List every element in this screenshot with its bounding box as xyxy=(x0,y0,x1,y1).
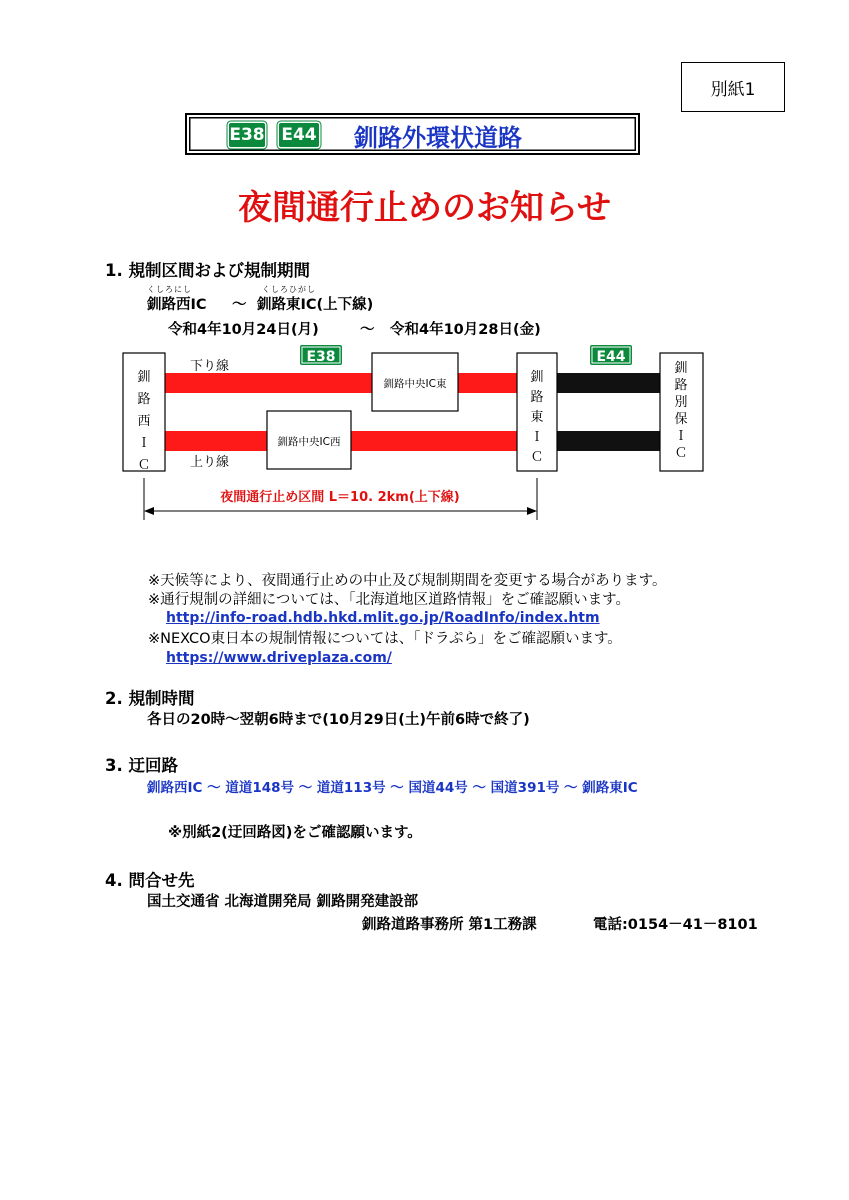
road-info-link[interactable]: http://info-road.hdb.hkd.mlit.go.jp/RoadInfo/index.htm xyxy=(166,610,600,626)
attachment-label: 別紙1 xyxy=(710,79,756,100)
contact-tel: 電話:0154－41－8101 xyxy=(593,917,758,933)
to-ic: 釧路東IC(上下線) xyxy=(257,297,374,313)
ruby-kushirohigashi: くしろひがし xyxy=(262,285,316,294)
from-ic: 釧路西IC xyxy=(147,297,207,313)
east-ic-label: 釧路東ＩＣ xyxy=(530,370,544,465)
dimension-arrow-right xyxy=(527,507,537,515)
downline-label: 下り線 xyxy=(190,359,230,374)
section4-heading: 4. 問合せ先 xyxy=(105,871,195,890)
central-east-label: 釧路中央IC東 xyxy=(383,378,447,390)
upline-e44-lane xyxy=(557,431,660,451)
detour-note: ※別紙2(迂回路図)をご確認願います。 xyxy=(168,825,422,841)
west-ic-label: 釧路西ＩＣ xyxy=(137,370,151,473)
central-west-label: 釧路中央IC西 xyxy=(277,436,341,448)
section1-heading: 1. 規制区間および規制期間 xyxy=(105,261,310,280)
section3-heading: 3. 迂回路 xyxy=(105,756,178,775)
link1-wrap xyxy=(166,607,600,626)
regulation-time: 各日の20時～翌朝6時まで(10月29日(土)午前6時で終了) xyxy=(147,712,530,728)
period-start: 令和4年10月24日(月) xyxy=(168,322,319,338)
dimension-arrow-left xyxy=(144,507,154,515)
note-road-info: ※通行規制の詳細については、「北海道地区道路情報」をご確認願います。 xyxy=(148,592,630,608)
ruby-kushironishi: くしろにし xyxy=(147,285,192,294)
contact-org: 国土交通省 北海道開発局 釧路開発建設部 xyxy=(147,894,419,910)
diagram-e44-text: E44 xyxy=(596,349,626,365)
section2-heading: 2. 規制時間 xyxy=(105,689,195,708)
road-name: 釧路外環状道路 xyxy=(354,124,522,152)
period-tilde: ～ xyxy=(360,322,375,338)
note-weather: ※天候等により、夜間通行止めの中止及び規制期間を変更する場合があります。 xyxy=(148,573,667,589)
closure-section-label: 夜間通行止め区間 L＝10. 2km(上下線) xyxy=(220,490,460,505)
link2-wrap xyxy=(166,647,392,666)
downline-closed-lane xyxy=(165,373,517,393)
e38-shield: E38 xyxy=(229,125,265,145)
period-end: 令和4年10月28日(金) xyxy=(390,322,541,338)
section-tilde: ～ xyxy=(232,297,247,313)
contact-office: 釧路道路事務所 第1工務課 xyxy=(362,917,537,933)
e44-shield: E44 xyxy=(279,123,319,147)
downline-e44-lane xyxy=(557,373,660,393)
note-nexco: ※NEXCO東日本の規制情報については、「ドラぷら」をご確認願います。 xyxy=(148,631,622,647)
diagram-e38-text: E38 xyxy=(306,349,336,365)
betsuho-ic-label: 釧路別保ＩＣ xyxy=(674,361,688,461)
headline: 夜間通行止めのお知らせ xyxy=(238,188,611,228)
upline-label: 上り線 xyxy=(190,455,230,470)
driveplaza-link[interactable]: https://www.driveplaza.com/ xyxy=(166,650,392,666)
detour-route: 釧路西IC ～ 道道148号 ～ 道道113号 ～ 国道44号 ～ 国道391号 ～ 釧路東IC xyxy=(147,780,638,796)
